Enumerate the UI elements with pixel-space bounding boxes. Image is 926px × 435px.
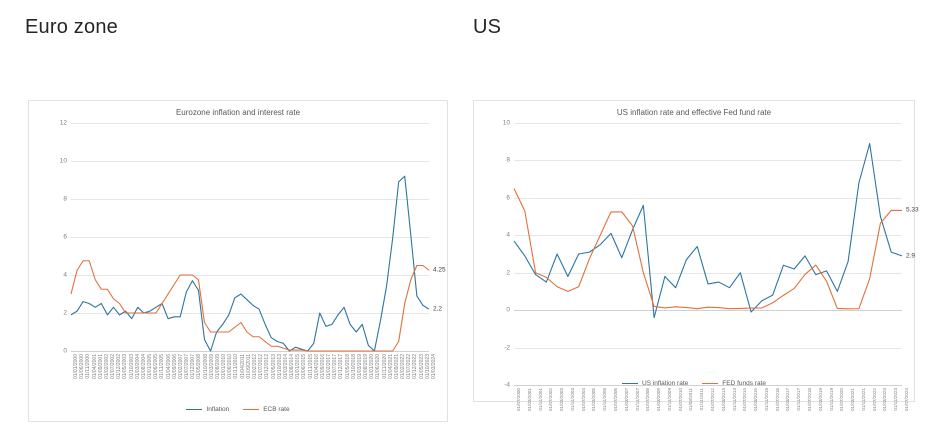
x-axis-tick-label: 01/09/2006: [171, 354, 178, 380]
section-heading-eurozone: Euro zone: [25, 16, 118, 38]
x-axis-tick-label: 01/03/2001: [526, 388, 532, 411]
x-axis-tick-label: 01/11/2015: [763, 388, 769, 411]
x-axis-tick-label: 01/06/2010: [227, 354, 234, 380]
x-axis-tick-label: 01/07/2020: [839, 388, 845, 411]
x-axis-tick-label: 01/07/2024: [904, 388, 909, 411]
x-axis-tick-label: 01/07/2012: [258, 354, 265, 380]
x-axis-tick-label: 01/06/2000: [79, 354, 86, 380]
series-end-label: 2.2: [433, 305, 443, 313]
plot-area-eurozone: [59, 119, 446, 380]
x-axis-tick-label: 01/03/2007: [623, 388, 629, 411]
series-line: [514, 144, 902, 318]
x-axis-tick-label: 01/10/2003: [128, 354, 135, 380]
x-axis-tick-label: 01/03/2023: [882, 388, 888, 411]
y-axis-tick-label: 2: [506, 269, 510, 277]
y-axis-tick-label: 12: [59, 119, 67, 127]
y-axis-tick-label: 0: [506, 306, 510, 314]
x-axis-tick-label: 01/06/2020: [375, 354, 382, 380]
x-axis-tick-label: 01/11/2015: [307, 354, 314, 379]
x-axis-tick-label: 01/11/2005: [602, 388, 608, 411]
legend-swatch: [702, 383, 718, 384]
x-axis-tick-label: 01/03/2017: [785, 388, 791, 411]
x-axis-tick-label: 01/04/2001: [91, 354, 98, 380]
x-axis-tick-label: 01/03/2014: [282, 354, 289, 380]
x-axis-tick-label: 01/07/2022: [871, 388, 877, 411]
x-axis-tick-label: 01/10/2013: [276, 354, 283, 380]
x-axis-tick-label: 01/06/2015: [301, 354, 308, 380]
x-axis-tick-label: 01/07/2012: [710, 388, 715, 411]
x-axis-tick-label: 01/03/2003: [559, 388, 565, 411]
legend-swatch: [622, 383, 638, 384]
series-end-label: 5.33: [906, 206, 919, 214]
x-axis-tick-label: 01/05/2023: [418, 354, 425, 380]
legend-swatch: [243, 409, 259, 410]
y-axis-tick-label: 8: [63, 195, 67, 203]
panel-us: [463, 0, 926, 435]
x-axis-tick-label: 01/09/2011: [245, 354, 252, 379]
x-axis-tick-label: 01/07/2010: [677, 388, 683, 411]
legend-item[interactable]: [622, 380, 688, 387]
legend-swatch: [186, 409, 202, 410]
y-axis-tick-label: 6: [506, 194, 510, 202]
x-axis-tick-label: 01/07/2017: [332, 354, 339, 380]
x-axis-tick-label: 01/03/2019: [817, 388, 823, 411]
x-axis-tick-label: 01/11/2010: [233, 354, 240, 379]
y-axis-tick-label: 8: [506, 156, 510, 164]
section-heading-us: US: [473, 16, 502, 38]
x-axis-tick-label: 01/05/2003: [122, 354, 129, 380]
legend-item[interactable]: [243, 406, 289, 413]
x-axis-tick-label: 01/03/2009: [208, 354, 215, 380]
x-axis-tick-label: 01/11/2011: [699, 388, 705, 411]
x-axis-tick-label: 01/10/2008: [202, 354, 209, 380]
y-axis-tick-label: 2: [63, 309, 67, 317]
y-axis-tick-label: 4: [63, 271, 67, 279]
legend-label: Inflation: [206, 406, 230, 413]
x-axis-tick-label: 01/03/2021: [850, 388, 856, 411]
x-axis-tick-label: 01/01/2015: [295, 354, 302, 380]
chart-us[interactable]: [473, 100, 919, 411]
y-axis-tick-label: 10: [59, 157, 67, 165]
series-lines: [514, 123, 902, 385]
legend-item[interactable]: [186, 406, 229, 413]
y-axis-tick-label: -2: [504, 344, 510, 352]
legend-eurozone: [29, 406, 447, 413]
x-axis-tick-label: 01/04/2016: [313, 354, 320, 380]
x-axis-tick-label: 01/02/2022: [400, 354, 407, 380]
x-axis-tick-label: 01/03/2013: [720, 388, 726, 411]
chart-eurozone[interactable]: [28, 100, 448, 422]
x-axis-tick-label: 01/11/2001: [537, 388, 543, 411]
x-axis-tick-label: 01/12/2017: [338, 354, 345, 380]
x-axis-tick-label: 01/03/2019: [356, 354, 363, 380]
x-axis-tick-label: 01/07/2022: [406, 354, 413, 380]
x-axis-tick-label: 01/01/2000: [73, 354, 79, 380]
x-axis-tick-label: 01/11/2007: [634, 388, 640, 411]
x-axis-tick-label: 01/04/2021: [387, 354, 394, 380]
x-axis-tick-label: 01/07/2000: [516, 388, 521, 411]
x-axis-tick-label: 01/05/2013: [270, 354, 277, 380]
legend-label: US inflation rate: [642, 380, 689, 387]
x-axis-tick-label: 01/07/2002: [548, 388, 554, 411]
x-axis-tick-label: 01/02/2012: [252, 354, 258, 380]
x-axis-tick-label: 01/03/2024: [431, 354, 437, 380]
series-line: [71, 176, 429, 351]
x-axis-tick-label: 01/02/2017: [326, 354, 333, 380]
x-axis-tick-label: 01/11/2003: [569, 388, 575, 411]
series-end-label: 2.9: [906, 252, 916, 260]
x-axis-tick-label: 01/08/2019: [363, 354, 370, 380]
x-axis-tick-label: 01/08/2009: [214, 354, 221, 380]
plot-area-us: [502, 119, 919, 411]
x-axis-tick-label: 01/07/2002: [110, 354, 117, 380]
x-axis-tick-label: 01/11/2019: [828, 388, 834, 411]
x-axis-tick-label: 01/08/2014: [289, 354, 296, 380]
y-axis-tick-label: 0: [63, 347, 67, 355]
x-axis-tick-label: 01/11/2017: [796, 388, 802, 411]
x-axis-tick-label: 01/01/2005: [147, 354, 154, 380]
x-axis-tick-label: 01/01/2010: [221, 354, 228, 380]
x-axis-tick-label: 01/11/2009: [666, 388, 672, 411]
x-axis-tick-label: 01/10/2023: [424, 354, 431, 380]
x-axis-tick-label: 01/12/2012: [264, 354, 271, 380]
series-end-label: 4.25: [433, 266, 446, 274]
x-axis-tick-label: 01/11/2013: [731, 388, 737, 411]
x-axis-tick-label: 01/03/2011: [688, 388, 694, 411]
chart-title-eurozone: Eurozone inflation and interest rate: [175, 108, 301, 117]
y-axis-tick-label: 4: [506, 231, 510, 239]
chart-title-us: US inflation rate and effective Fed fund rate: [616, 108, 772, 117]
x-axis-tick-label: 01/09/2001: [97, 354, 104, 380]
x-axis-tick-label: 01/11/2000: [85, 354, 92, 379]
x-axis-tick-label: 01/04/2011: [239, 354, 246, 379]
x-axis-tick-label: 01/07/2004: [580, 388, 586, 411]
x-axis-tick-label: 01/11/2020: [381, 354, 388, 379]
x-axis-tick-label: 01/02/2007: [177, 354, 184, 380]
x-axis-tick-label: 01/03/2004: [134, 354, 141, 380]
legend-label: FED funds rate: [722, 380, 766, 387]
x-axis-tick-label: 01/11/2023: [893, 388, 899, 411]
x-axis-tick-label: 01/09/2016: [319, 354, 326, 380]
x-axis-tick-label: 01/03/2009: [656, 388, 662, 411]
y-axis-tick-label: 6: [63, 233, 67, 241]
x-axis-tick-label: 01/05/2018: [344, 354, 351, 380]
x-axis-tick-label: 01/08/2004: [140, 354, 147, 380]
x-axis-tick-label: 01/09/2021: [393, 354, 400, 380]
legend-item[interactable]: [702, 380, 766, 387]
legend-us: [474, 380, 914, 387]
y-axis-tick-label: -4: [504, 381, 510, 389]
series-lines: [71, 123, 429, 351]
x-axis-tick-label: 01/11/2005: [159, 354, 166, 379]
x-axis-tick-label: 01/05/2008: [196, 354, 203, 380]
x-axis-tick-label: 01/06/2005: [153, 354, 160, 380]
x-axis-tick-label: 01/12/2022: [412, 354, 419, 380]
x-axis-tick-label: 01/02/2002: [103, 354, 110, 380]
x-axis-tick-label: 01/12/2002: [116, 354, 123, 380]
x-axis-tick-label: 01/01/2020: [369, 354, 376, 380]
x-axis-tick-label: 01/03/2005: [591, 388, 597, 411]
x-axis-tick-label: 01/11/2021: [860, 388, 866, 411]
x-axis-tick-label: 01/07/2007: [184, 354, 191, 380]
x-axis-tick-label: 01/03/2015: [753, 388, 759, 411]
series-line: [514, 189, 902, 309]
x-axis-tick-label: 01/07/2018: [807, 388, 812, 411]
y-axis-tick-label: 10: [502, 119, 510, 127]
x-axis-tick-label: 01/04/2006: [165, 354, 172, 380]
x-axis-tick-label: 01/07/2006: [613, 388, 618, 411]
x-axis-tick-label: 01/07/2014: [742, 388, 748, 411]
x-axis-tick-label: 01/07/2008: [645, 388, 651, 411]
x-axis-tick-label: 01/12/2007: [190, 354, 197, 380]
x-axis-tick-label: 01/07/2016: [774, 388, 780, 411]
legend-label: ECB rate: [263, 406, 290, 413]
x-axis-tick-label: 01/10/2018: [350, 354, 357, 380]
series-line: [71, 261, 429, 351]
